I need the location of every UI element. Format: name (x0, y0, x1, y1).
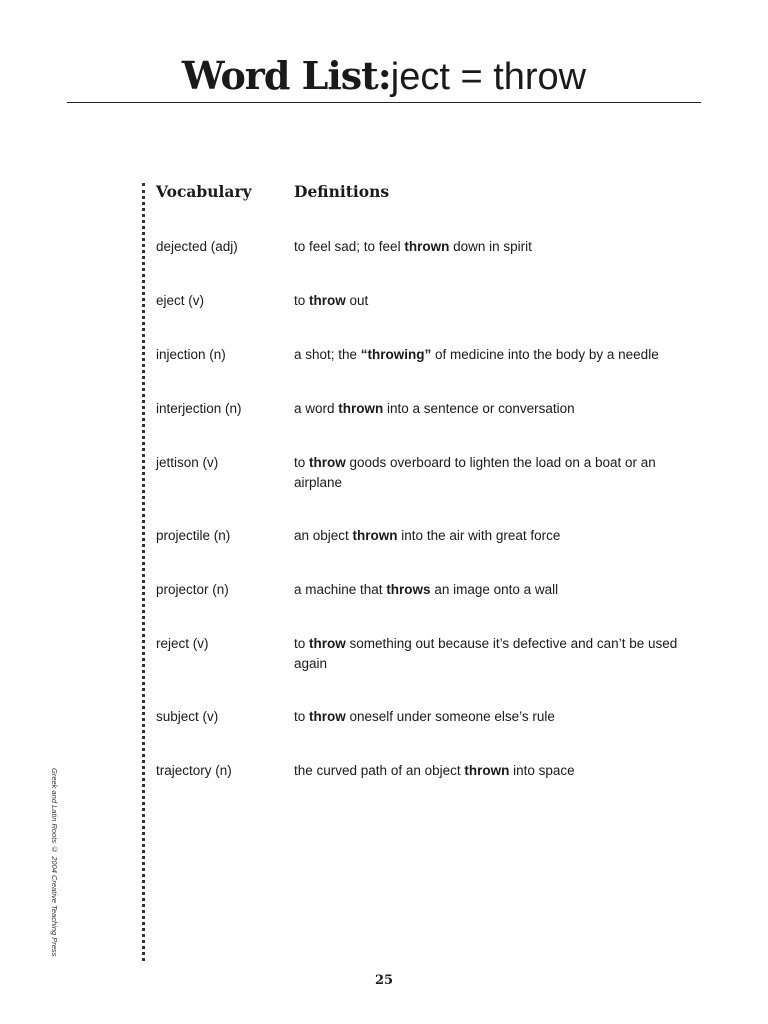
page-number: 25 (374, 973, 394, 988)
dotted-divider (142, 183, 145, 961)
definition-text: a machine that throws an image onto a wall (294, 582, 559, 597)
vocab-term: interjection (n) (156, 401, 242, 416)
definition-text: to throw something out because it’s defective and can’t be used again (294, 636, 678, 671)
page-title (0, 52, 768, 101)
vocabulary-column-header: Vocabulary (156, 182, 252, 201)
vocab-term: trajectory (n) (156, 763, 232, 778)
vocab-term: reject (v) (156, 636, 209, 651)
definition-text: an object thrown into the air with great force (294, 528, 561, 543)
definition-text: the curved path of an object thrown into space (294, 763, 575, 778)
vocab-term: subject (v) (156, 709, 219, 724)
title-bold: Word List: (181, 53, 391, 98)
definition-text: to throw out (294, 293, 369, 308)
vocab-term: injection (n) (156, 347, 226, 362)
vocab-term: projectile (n) (156, 528, 231, 543)
copyright-sidebar: Greek and Latin Roots © 2004 Creative Teaching Press (50, 768, 59, 957)
vocab-term: projector (n) (156, 582, 229, 597)
definition-text: to throw goods overboard to lighten the load on a boat or an airplane (294, 455, 656, 490)
definitions-column-header: Definitions (294, 182, 390, 201)
title-rule (67, 102, 701, 103)
definition-text: to throw oneself under someone else’s rule (294, 709, 555, 724)
definition-text: to feel sad; to feel thrown down in spirit (294, 239, 532, 254)
vocab-term: jettison (v) (156, 455, 219, 470)
title-rest: ject = throw (390, 56, 587, 98)
definition-text: a shot; the “throwing” of medicine into the body by a needle (294, 347, 659, 362)
definition-text: a word thrown into a sentence or conversation (294, 401, 575, 416)
vocab-term: dejected (adj) (156, 239, 238, 254)
vocab-term: eject (v) (156, 293, 205, 308)
